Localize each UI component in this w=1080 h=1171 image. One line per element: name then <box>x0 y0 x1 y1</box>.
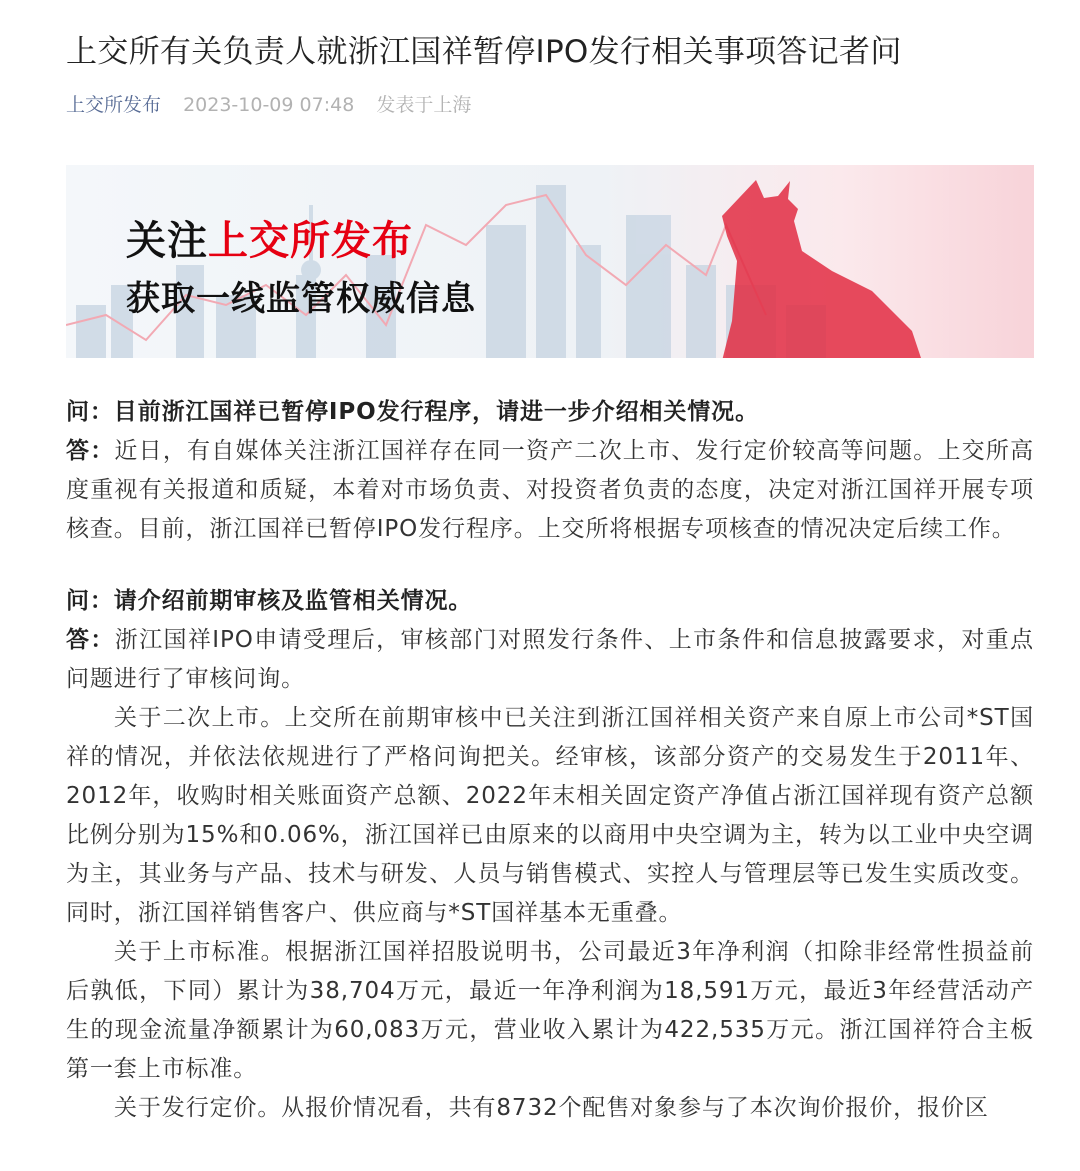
account-name-link[interactable]: 上交所发布 <box>66 94 162 116</box>
answer-1 <box>66 432 1034 549</box>
banner-headline-highlight: 上交所发布 <box>208 218 413 264</box>
article-title: 上交所有关负责人就浙江国祥暂停IPO发行相关事项答记者问 <box>66 34 902 70</box>
question-2: 问：请介绍前期审核及监管相关情况。 <box>66 588 473 614</box>
paragraph: 关于发行定价。从报价情况看，共有8732个配售对象参与了本次询价报价，报价区 <box>114 1095 989 1121</box>
banner-headline-prefix: 关注 <box>126 218 208 264</box>
paragraph: 关于上市标准。根据浙江国祥招股说明书，公司最近3年净利润（扣除非经常性损益前后孰低，下同）累计为38,704万元，最近一年净利润为18,591万元，最近3年经营活动产生的现金流量净额累计为60,083万元，营业收入累计为422,535万元。浙江国祥符合主板第一套上市标准。 <box>66 939 1034 1082</box>
answer-text: 近日，有自媒体关注浙江国祥存在同一资产二次上市、发行定价较高等问题。上交所高度重视有关报道和质疑，本着对市场负责、对投资者负责的态度，决定对浙江国祥开展专项核查。目前，浙江国祥已暂停IPO发行程序。上交所将根据专项核查的情况决定后续工作。 <box>66 438 1034 542</box>
banner-subline: 获取一线监管权威信息 <box>126 279 476 319</box>
publish-time: 2023-10-09 07:48 <box>183 94 355 116</box>
publish-location: 发表于上海 <box>376 94 472 116</box>
answer-label: 答： <box>66 438 115 464</box>
article-body <box>66 393 1034 1128</box>
article-meta <box>66 90 471 117</box>
answer-text: 浙江国祥IPO申请受理后，审核部门对照发行条件、上市条件和信息披露要求，对重点问题进行了审核问询。 <box>66 627 1034 692</box>
answer-label: 答： <box>66 627 115 653</box>
answer-2 <box>66 621 1034 699</box>
paragraph: 关于二次上市。上交所在前期审核中已关注到浙江国祥相关资产来自原上市公司*ST国祥的情况，并依法依规进行了严格问询把关。经审核，该部分资产的交易发生于2011年、2012年，收购时相关账面资产总额、2022年末相关固定资产净值占浙江国祥现有资产总额比例分别为15%和0.06%，浙江国祥已由原来的以商用中央空调为主，转为以工业中央空调为主，其业务与产品、技术与研发、人员与销售模式、实控人与管理层等已发生实质改变。同时，浙江国祥销售客户、供应商与*ST国祥基本无重叠。 <box>66 705 1034 926</box>
banner-image <box>66 165 1034 358</box>
question-1: 问：目前浙江国祥已暂停IPO发行程序，请进一步介绍相关情况。 <box>66 399 759 425</box>
banner-headline <box>126 209 413 266</box>
bull-icon <box>722 180 922 358</box>
